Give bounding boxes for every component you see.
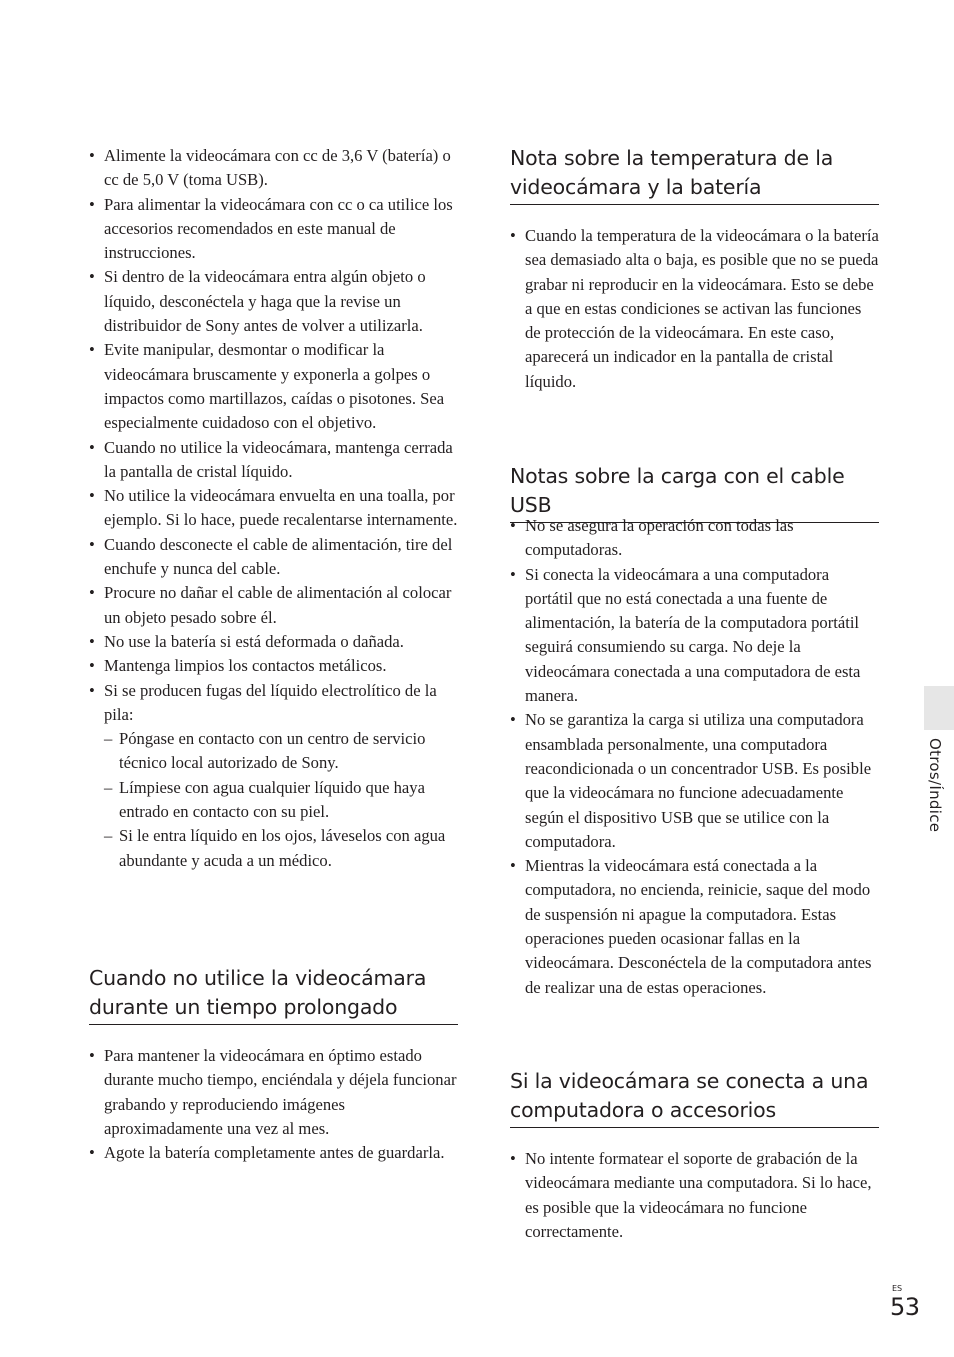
list-item: • No intente formatear el soporte de grabación de la videocámara mediante una computadora. Si lo hace, es posible que la videocámara no funcione correctamente. <box>510 1147 879 1244</box>
sub-list-item: – Póngase en contacto con un centro de servicio técnico local autorizado de Sony. <box>104 727 459 776</box>
list-item: • Cuando la temperatura de la videocámara o la batería sea demasiado alta o baja, es posible que no se pueda grabar ni reproducir en la videocámara. Esto se debe a que en estas condiciones se activan las funciones de protección de la videocámara. En este caso, aparecerá un indicador en la pantalla de cristal líquido. <box>510 224 879 394</box>
list-item: • Procure no dañar el cable de alimentación al colocar un objeto pesado sobre él. <box>89 581 459 630</box>
leak-sublist <box>104 727 459 873</box>
page-language-code: ES <box>892 1284 903 1293</box>
list-item: • No se asegura la operación con todas las computadoras. <box>510 514 879 563</box>
storage-heading: Cuando no utilice la videocámara durante un tiempo prolongado <box>89 964 458 1025</box>
list-item: • No se garantiza la carga si utiliza una computadora ensamblada personalmente, una computadora reacondicionada o un concentrador USB. Es posible que la videocámara no funcione adecuadamente según el dispositivo USB que se utilice con la computadora. <box>510 708 879 854</box>
sub-list-item: – Si le entra líquido en los ojos, láveselos con agua abundante y acuda a un médico. <box>104 824 459 873</box>
usb-list <box>510 514 879 1000</box>
list-item: • Si dentro de la videocámara entra algún objeto o líquido, desconéctela y haga que la revise un distribuidor de Sony antes de volver a utilizarla. <box>89 265 459 338</box>
list-item-leak <box>89 679 459 873</box>
list-item: • No utilice la videocámara envuelta en una toalla, por ejemplo. Si lo hace, puede recalentarse internamente. <box>89 484 459 533</box>
list-item: • Agote la batería completamente antes de guardarla. <box>89 1141 459 1165</box>
list-item: • Para alimentar la videocámara con cc o ca utilice los accesorios recomendados en este manual de instrucciones. <box>89 193 459 266</box>
temperature-heading: Nota sobre la temperatura de la videocámara y la batería <box>510 144 879 205</box>
list-item: • Evite manipular, desmontar o modificar la videocámara bruscamente y exponerla a golpes o impactos como martillazos, caídas o pisotones. Sea especialmente cuidadoso con el objetivo. <box>89 338 459 435</box>
computer-heading: Si la videocámara se conecta a una computadora o accesorios <box>510 1067 879 1128</box>
side-tab-marker <box>924 686 954 730</box>
list-item: • Mantenga limpios los contactos metálicos. <box>89 654 459 678</box>
list-item: • Cuando no utilice la videocámara, mantenga cerrada la pantalla de cristal líquido. <box>89 436 459 485</box>
safety-list <box>89 144 459 873</box>
temperature-list <box>510 224 879 394</box>
side-tab-label: Otros/Índice <box>926 738 944 833</box>
list-item: • Cuando desconecte el cable de alimentación, tire del enchufe y nunca del cable. <box>89 533 459 582</box>
list-item: • Para mantener la videocámara en óptimo estado durante mucho tiempo, enciéndala y déjela funcionar grabando y reproduciendo imágenes aproximadamente una vez al mes. <box>89 1044 459 1141</box>
leak-intro: Si se producen fugas del líquido electrolítico de la pila: <box>104 680 437 724</box>
list-item: • Si conecta la videocámara a una computadora portátil que no está conectada a una fuente de alimentación, la batería de la computadora portátil seguirá consumiendo su carga. No deje la videocámara conectada a una computadora de esta manera. <box>510 563 879 709</box>
sub-list-item: – Límpiese con agua cualquier líquido que haya entrado en contacto con su piel. <box>104 776 459 825</box>
list-item: • No use la batería si está deformada o dañada. <box>89 630 459 654</box>
list-item: • Mientras la videocámara está conectada a la computadora, no encienda, reinicie, saque del modo de suspensión ni apague la computadora. Estas operaciones pueden ocasionar fallas en la videocámara. Desconéctela de la computadora antes de realizar una de estas operaciones. <box>510 854 879 1000</box>
storage-list <box>89 1044 459 1165</box>
usb-heading: Notas sobre la carga con el cable USB <box>510 462 879 523</box>
list-item: • Alimente la videocámara con cc de 3,6 V (batería) o cc de 5,0 V (toma USB). <box>89 144 459 193</box>
computer-list <box>510 1147 879 1244</box>
page-number: 53 <box>890 1293 920 1321</box>
